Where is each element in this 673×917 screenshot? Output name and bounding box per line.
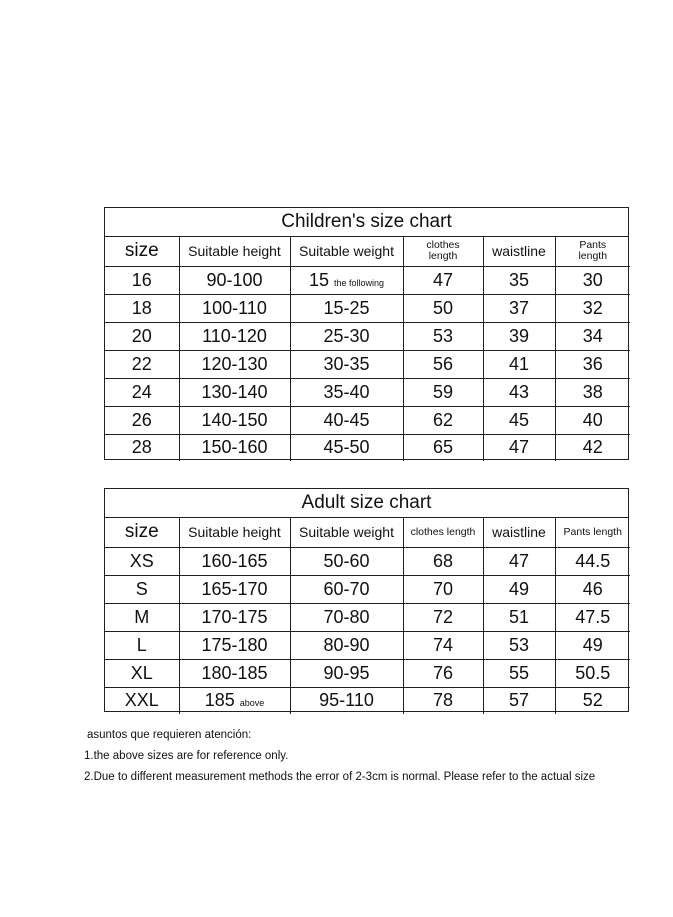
table-row	[105, 294, 630, 322]
header-size: size	[105, 237, 179, 266]
cell-size: L	[105, 631, 179, 659]
cell-waistline: 47	[483, 434, 555, 461]
cell-pants-length: 49	[555, 631, 630, 659]
cell-clothes-length: 59	[403, 378, 483, 406]
cell-pants-length: 36	[555, 350, 630, 378]
children-size-table	[105, 237, 630, 461]
cell-weight: 25-30	[290, 322, 403, 350]
cell-size: 28	[105, 434, 179, 461]
cell-weight-value: 15	[308, 269, 329, 290]
cell-height: 110-120	[179, 322, 290, 350]
cell-height: 140-150	[179, 406, 290, 434]
header-clothes-length: clothes length	[403, 518, 483, 547]
header-weight: Suitable weight	[290, 237, 403, 266]
children-chart-title: Children's size chart	[105, 208, 628, 237]
cell-pants-length: 32	[555, 294, 630, 322]
cell-weight: 35-40	[290, 378, 403, 406]
cell-clothes-length: 53	[403, 322, 483, 350]
cell-size: XXL	[105, 687, 179, 714]
cell-pants-length: 38	[555, 378, 630, 406]
cell-clothes-length: 70	[403, 575, 483, 603]
cell-height: 130-140	[179, 378, 290, 406]
cell-height: 160-165	[179, 547, 290, 575]
cell-size: 26	[105, 406, 179, 434]
table-row	[105, 659, 630, 687]
cell-size: XS	[105, 547, 179, 575]
table-row	[105, 434, 630, 461]
table-row	[105, 322, 630, 350]
header-weight: Suitable weight	[290, 518, 403, 547]
header-pants-length: Pants length	[555, 518, 630, 547]
adult-chart-title: Adult size chart	[105, 489, 628, 518]
cell-size: 16	[105, 266, 179, 294]
cell-clothes-length: 74	[403, 631, 483, 659]
header-size: size	[105, 518, 179, 547]
cell-waistline: 43	[483, 378, 555, 406]
cell-weight: 50-60	[290, 547, 403, 575]
cell-waistline: 47	[483, 547, 555, 575]
cell-weight: 40-45	[290, 406, 403, 434]
cell-weight: 80-90	[290, 631, 403, 659]
cell-clothes-length: 76	[403, 659, 483, 687]
table-row	[105, 575, 630, 603]
cell-waistline: 39	[483, 322, 555, 350]
cell-height: 120-130	[179, 350, 290, 378]
cell-clothes-length: 72	[403, 603, 483, 631]
cell-pants-length: 52	[555, 687, 630, 714]
header-waistline: waistline	[483, 518, 555, 547]
cell-weight-suffix: the following	[334, 277, 385, 288]
adult-header-row	[105, 518, 630, 547]
cell-clothes-length: 62	[403, 406, 483, 434]
cell-pants-length: 46	[555, 575, 630, 603]
cell-clothes-length: 50	[403, 294, 483, 322]
notes	[84, 725, 595, 788]
cell-waistline: 37	[483, 294, 555, 322]
cell-pants-length: 34	[555, 322, 630, 350]
cell-weight: 90-95	[290, 659, 403, 687]
table-row	[105, 687, 630, 714]
table-row	[105, 603, 630, 631]
children-header-row	[105, 237, 630, 266]
table-row	[105, 631, 630, 659]
cell-weight	[290, 266, 403, 294]
cell-height-value: 185	[204, 690, 235, 711]
cell-pants-length: 47.5	[555, 603, 630, 631]
header-height: Suitable height	[179, 518, 290, 547]
cell-size: XL	[105, 659, 179, 687]
cell-clothes-length: 47	[403, 266, 483, 294]
cell-clothes-length: 65	[403, 434, 483, 461]
header-pants-length: Pants length	[555, 237, 630, 266]
cell-waistline: 55	[483, 659, 555, 687]
cell-weight: 30-35	[290, 350, 403, 378]
header-height: Suitable height	[179, 237, 290, 266]
cell-clothes-length: 56	[403, 350, 483, 378]
cell-weight: 70-80	[290, 603, 403, 631]
cell-height: 90-100	[179, 266, 290, 294]
cell-height: 180-185	[179, 659, 290, 687]
cell-pants-length: 42	[555, 434, 630, 461]
table-row	[105, 266, 630, 294]
cell-height: 100-110	[179, 294, 290, 322]
note-item: 2.Due to different measurement methods the error of 2-3cm is normal. Please refer to the actual size	[84, 771, 596, 783]
cell-weight: 60-70	[290, 575, 403, 603]
cell-weight: 95-110	[290, 687, 403, 714]
cell-pants-length: 44.5	[555, 547, 630, 575]
cell-waistline: 51	[483, 603, 555, 631]
cell-height-suffix: above	[239, 698, 265, 709]
table-row	[105, 350, 630, 378]
table-row	[105, 406, 630, 434]
cell-waistline: 41	[483, 350, 555, 378]
cell-size: 24	[105, 378, 179, 406]
cell-pants-length: 40	[555, 406, 630, 434]
cell-height: 175-180	[179, 631, 290, 659]
cell-weight: 45-50	[290, 434, 403, 461]
note-item: 1.the above sizes are for reference only.	[84, 750, 289, 762]
cell-size: 22	[105, 350, 179, 378]
cell-size: 18	[105, 294, 179, 322]
adult-size-chart	[104, 488, 629, 712]
cell-waistline: 45	[483, 406, 555, 434]
cell-weight: 15-25	[290, 294, 403, 322]
cell-height: 165-170	[179, 575, 290, 603]
header-waistline: waistline	[483, 237, 555, 266]
children-size-chart	[104, 207, 629, 460]
cell-waistline: 35	[483, 266, 555, 294]
table-row	[105, 547, 630, 575]
table-row	[105, 378, 630, 406]
cell-pants-length: 30	[555, 266, 630, 294]
cell-height	[179, 687, 290, 714]
cell-waistline: 53	[483, 631, 555, 659]
cell-size: M	[105, 603, 179, 631]
cell-height: 170-175	[179, 603, 290, 631]
cell-clothes-length: 78	[403, 687, 483, 714]
header-clothes-length: clothes length	[403, 237, 483, 266]
cell-size: S	[105, 575, 179, 603]
cell-pants-length: 50.5	[555, 659, 630, 687]
cell-waistline: 49	[483, 575, 555, 603]
cell-size: 20	[105, 322, 179, 350]
cell-clothes-length: 68	[403, 547, 483, 575]
adult-size-table	[105, 518, 630, 714]
cell-height: 150-160	[179, 434, 290, 461]
cell-waistline: 57	[483, 687, 555, 714]
note-heading: asuntos que requieren atención:	[87, 729, 252, 741]
